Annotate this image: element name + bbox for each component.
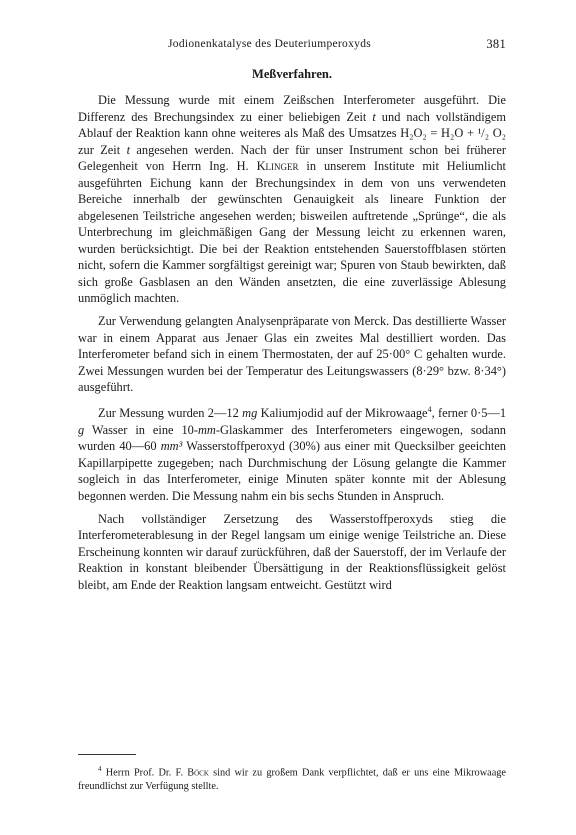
page-number: 381 (486, 37, 506, 51)
unit: g (78, 422, 85, 437)
text-run: Herrn Prof. Dr. F. (101, 767, 188, 779)
footnote (78, 762, 506, 794)
text-run: , ferner 0·5—1 (431, 406, 507, 421)
person-name: Böck (187, 767, 209, 779)
unit: mg (242, 406, 258, 421)
variable-t: t (126, 142, 131, 157)
text-run: Wasserstoffperoxyd (30%) aus einer mit Quecksilber geeichten Kapillarpipette zugegeben; nach Durchmischung der Lösung gelangte die Kammer sogleich in das Interferometer, einige Minuten später konnte mit der Ablesung begonnen werden. Die Messung nahm ein bis sechs Stunden in Anspruch. (78, 439, 506, 503)
person-name: Klinger (256, 159, 299, 173)
paragraph-2: Zur Verwendung gelangten Analysenpräparate von Merck. Das destillierte Wasser war in einem Apparat aus Jenaer Glas ein zweites Mal destilliert worden. Das Interferometer befand sich in einem Thermostaten, der auf 25·00° C gehalten wurde. Zwei Messungen wurden bei der Temperatur des Leitungswassers (8·29° bzw. 8·34°) ausgeführt. (78, 314, 506, 394)
variable-t: t (372, 109, 376, 124)
text-run: sind wir zu großem Dank verpflichtet, daß er uns eine Mikrowaage freundlichst zur Verfügung stellte. (78, 767, 506, 793)
text-run: Wasser in eine 10- (84, 422, 198, 437)
text-run: angesehen werden. Nach der für unser Instrument schon bei früherer Gelegenheit von Herrn Ing. H. (78, 142, 506, 173)
paragraph-3 (78, 402, 506, 504)
paragraph-1 (78, 92, 506, 307)
footnote-divider (78, 754, 136, 755)
unit: mm (197, 422, 216, 437)
text-run: Zur Messung wurden 2—12 (98, 406, 243, 421)
footnote-reference[interactable]: 4 (427, 405, 432, 414)
body-text (78, 92, 506, 600)
text-run: Kaliumjodid auf der Mikrowaage (257, 406, 428, 421)
unit: mm³ (160, 439, 183, 454)
paragraph-4: Nach vollständiger Zersetzung des Wasserstoffperoxyds stieg die Interferometerablesung in der Regel langsam um einige wenige Teilstriche an. Diese Erscheinung konnten wir darauf zurückführen, daß der Sauerstoff, der im Verlaufe der Reaktion in konstant bleibender Übersättigung in der Reaktionsflüssigkeit gelöst bleibt, am Ende der Reaktion langsam entweicht. Gestützt wird (78, 511, 506, 592)
text-run: in unserem Institute mit Heliumlicht ausgeführten Eichung kann der Brechungsindex in dem von uns verwendeten Bereiche innerhalb der gewünschten Genauigkeit als lineare Funktion der abgelesenen Teilstriche angesehen werden; bisweilen auftretende „Sprünge“, die als Unterbrechung im gleichmäßigen Gang der Messung leicht zu erkennen waren, wurden berücksichtigt. Die bei der Reaktion entstehenden Sauerstoffblasen störten nicht, sofern die Kammer sorgfältigst gereinigt war; Spuren von Staub bewirkten, daß sich große Gasblasen an den Wänden ansetzten, die eine zuverlässige Ablesung unmöglich machten. (78, 159, 506, 305)
running-title: Jodionenkatalyse des Deuteriumperoxyds (168, 38, 372, 50)
text-run: -Glaskammer des Interferometers eingewogen, sodann wurden 40—60 (78, 422, 506, 454)
section-heading: Meßverfahren. (252, 67, 332, 81)
text-run: Die Messung wurde mit einem Zeißschen Interferometer ausgeführt. Die Differenz des Brechungsindex zu einer beliebigen Zeit (78, 93, 506, 124)
text-run: und nach vollständigem Ablauf der Reaktion kann ohne weiteres als Maß des Umsatzes H₂O₂ = H₂O + ¹/₂ O₂ zur Zeit (78, 109, 506, 157)
running-head (78, 38, 506, 54)
footnote-mark: 4 (98, 765, 102, 773)
